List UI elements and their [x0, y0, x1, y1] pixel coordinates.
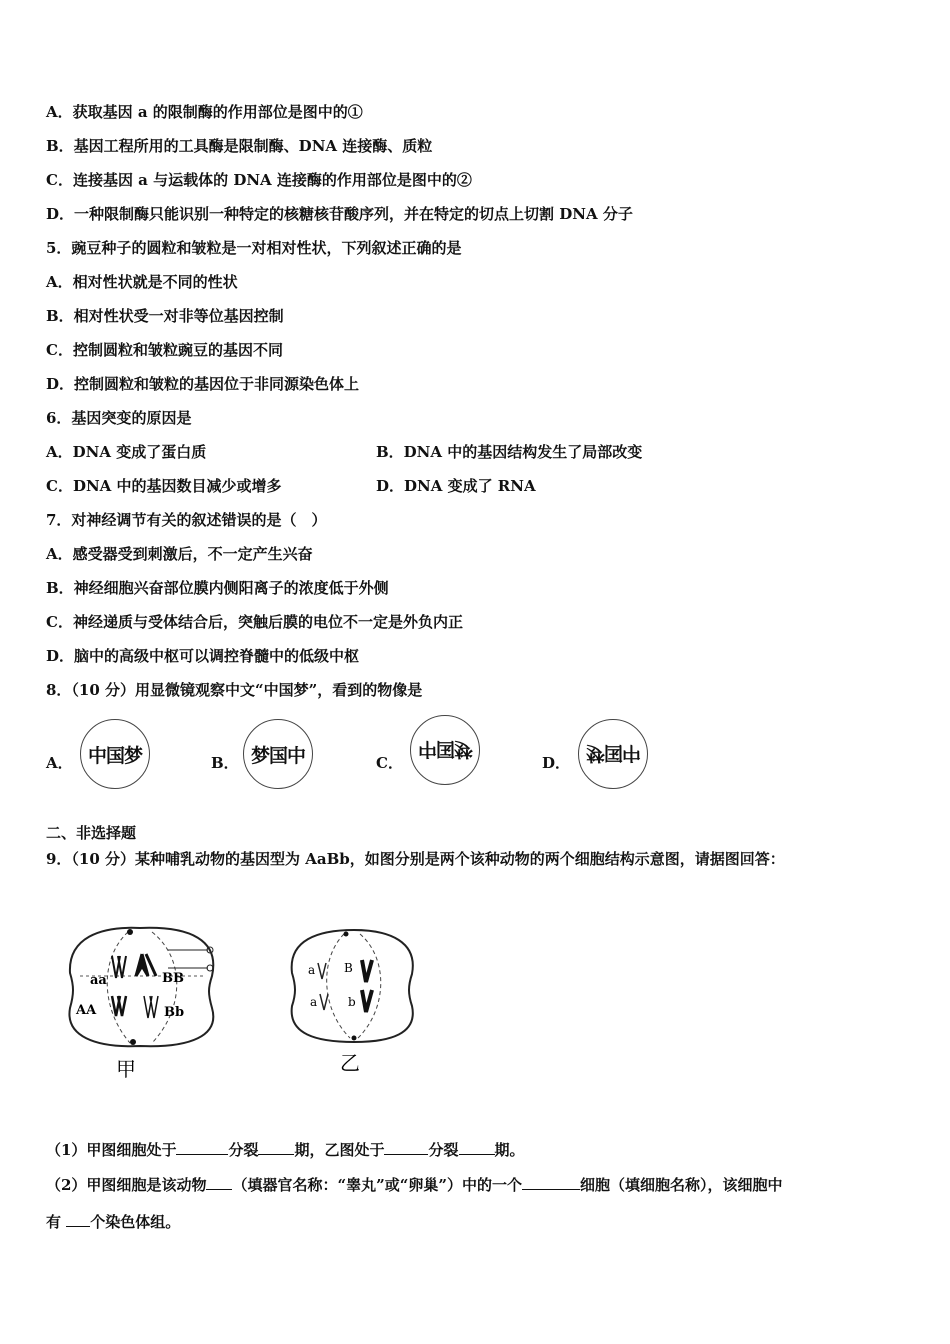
gene-label-jia-AA: AA: [76, 1003, 97, 1018]
q9-sub1-part4: 分裂: [428, 1141, 459, 1159]
q9-sub2-continued: [46, 1212, 180, 1232]
q9-sub1-part3: 期，乙图处于: [294, 1141, 385, 1159]
q9-sub1-part5: 期。: [494, 1141, 525, 1159]
q5-option-d: D．控制圆粒和皱粒的基因位于非同源染色体上: [46, 375, 360, 393]
q8-image-a: [80, 719, 150, 789]
q9-sub1-part2: 分裂: [228, 1141, 259, 1159]
q8-image-a-text: 中国梦: [87, 744, 142, 767]
q8-label-a: A．: [46, 754, 73, 772]
q4-option-c: C．连接基因 a 与运载体的 DNA 连接酶的作用部位是图中的②: [46, 171, 472, 189]
q9-sub1-blank3[interactable]: [384, 1140, 428, 1155]
q7-option-d: D．脑中的高级中枢可以调控脊髓中的低级中枢: [46, 647, 360, 665]
q9-sub2-part2: （填器官名称：“睾丸”或“卵巢”）中的一个: [232, 1176, 522, 1194]
q6-option-d: D．DNA 变成了 RNA: [376, 477, 536, 495]
gene-label-yi-B: B: [344, 961, 353, 975]
q8-image-d-text: 梦国中: [585, 741, 640, 764]
gene-label-yi-a-bottom: a: [310, 995, 318, 1009]
q9-sub2-blank3[interactable]: [66, 1212, 90, 1227]
gene-label-yi-b: b: [348, 995, 356, 1009]
q7-option-a: A．感受器受到刺激后，不一定产生兴奋: [46, 545, 313, 563]
q9-sub2-part3: 细胞（填细胞名称），该细胞中: [579, 1176, 783, 1194]
q8-label-c: C．: [376, 754, 403, 772]
gene-label-jia-aa: aa: [90, 973, 107, 988]
q9-sub1-blank4[interactable]: [459, 1140, 495, 1155]
q7-option-c: C．神经递质与受体结合后，突触后膜的电位不一定是外负内正: [46, 613, 463, 631]
q7-option-b: B．神经细胞兴奋部位膜内侧阳离子的浓度低于外侧: [46, 579, 389, 597]
q9-stem: 9．（10 分）某种哺乳动物的基因型为 AaBb，如图分别是两个该种动物的两个细胞结构示意图，请据图回答：: [46, 850, 785, 868]
q6-option-a: A．DNA 变成了蛋白质: [46, 443, 207, 461]
q9-sub2-blank2[interactable]: [522, 1175, 580, 1190]
gene-label-yi-a-top: a: [308, 963, 316, 977]
q5-option-a: A．相对性状就是不同的性状: [46, 273, 238, 291]
figure-label-jia: 甲: [116, 1057, 136, 1081]
q9-sub1-part1: （1）甲图细胞处于: [46, 1141, 177, 1159]
q9-sub2-part4: 有: [46, 1213, 67, 1231]
q8-image-b-text: 梦国中: [250, 744, 305, 767]
q4-option-d: D．一种限制酶只能识别一种特定的核糖核苷酸序列，并在特定的切点上切割 DNA 分子: [46, 205, 633, 223]
q9-sub2-blank1[interactable]: [206, 1175, 232, 1190]
cell-diagram-jia: [60, 918, 230, 1083]
q6-option-b: B．DNA 中的基因结构发生了局部改变: [376, 443, 643, 461]
q5-stem: 5．豌豆种子的圆粒和皱粒是一对相对性状，下列叙述正确的是: [46, 239, 462, 257]
figure-label-yi: 乙: [340, 1051, 360, 1075]
q9-sub2-part5: 个染色体组。: [90, 1213, 181, 1231]
q8-image-b: [243, 719, 313, 789]
q4-option-b: B．基因工程所用的工具酶是限制酶、DNA 连接酶、质粒: [46, 137, 433, 155]
q9-sub2: [46, 1175, 782, 1195]
q5-option-b: B．相对性状受一对非等位基因控制: [46, 307, 284, 325]
q8-image-c: [410, 715, 480, 785]
q8-stem: 8．（10 分）用显微镜观察中文“中国梦”，看到的物像是: [46, 681, 423, 699]
q8-label-b: B．: [211, 754, 239, 772]
q8-image-d: [578, 719, 648, 789]
cell-diagram-yi: [280, 918, 430, 1083]
q4-option-a: A．获取基因 a 的限制酶的作用部位是图中的①: [46, 103, 363, 121]
q9-sub1-blank2[interactable]: [258, 1140, 294, 1155]
q6-stem: 6．基因突变的原因是: [46, 409, 192, 427]
q9-sub2-part1: （2）甲图细胞是该动物: [46, 1176, 207, 1194]
q9-sub1-blank1[interactable]: [176, 1140, 228, 1155]
section-2-heading: 二、非选择题: [46, 824, 137, 842]
q7-stem: 7．对神经调节有关的叙述错误的是（ ）: [46, 511, 327, 529]
q8-label-d: D．: [542, 754, 571, 772]
q8-image-c-text: 中国梦: [417, 737, 472, 760]
q9-sub1: [46, 1140, 525, 1160]
q6-option-c: C．DNA 中的基因数目减少或增多: [46, 477, 282, 495]
gene-label-jia-Bb: Bb: [164, 1005, 185, 1020]
gene-label-jia-BB: BB: [162, 971, 184, 986]
q5-option-c: C．控制圆粒和皱粒豌豆的基因不同: [46, 341, 283, 359]
